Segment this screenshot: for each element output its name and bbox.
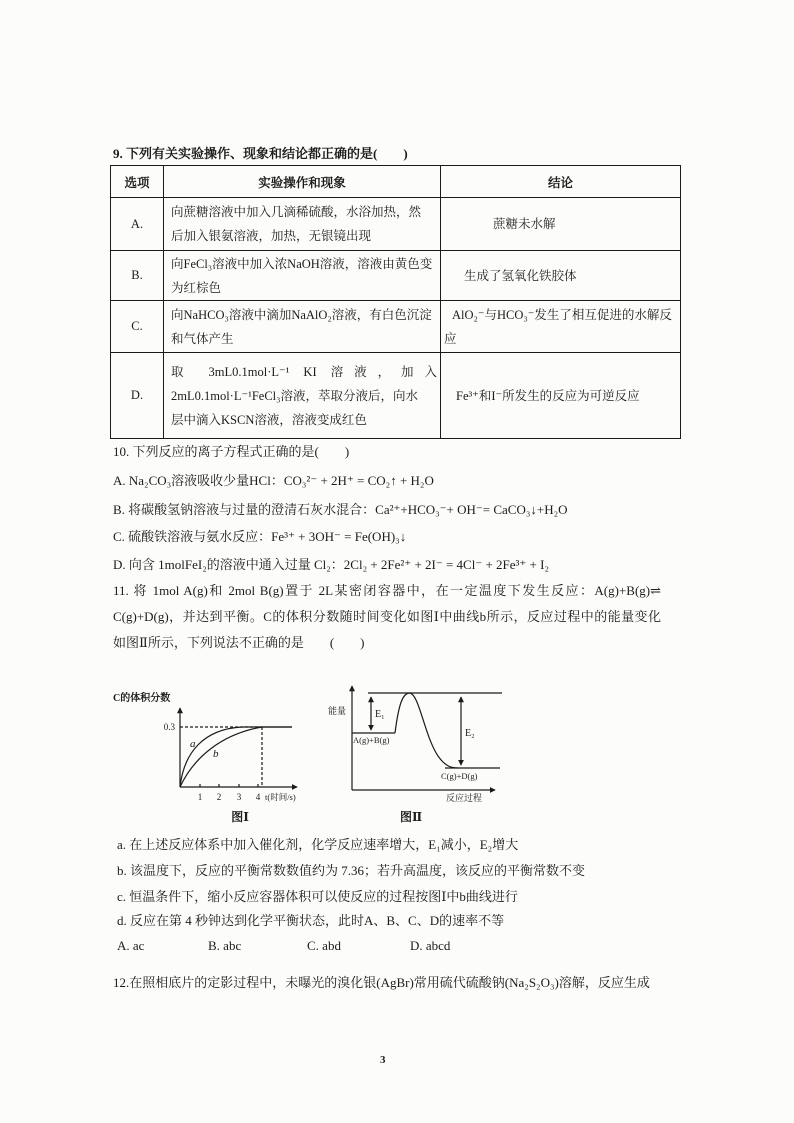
cell-line: 生成了氢氧化铁胶体 xyxy=(464,268,577,283)
cell-line: 向FeCl₃溶液中加入浓NaOH溶液，溶液由黄色变 xyxy=(171,256,433,271)
conclusion-cell xyxy=(441,301,681,353)
question-9-stem: 9. 下列有关实验操作、现象和结论都正确的是( ) xyxy=(113,146,408,161)
question-11-statement-c: c. 恒温条件下，缩小反应容器体积可以使反应的过程按图Ⅰ中b曲线进行 xyxy=(117,889,518,904)
cell-line: 后加入银氨溶液，加热，无银镜出现 xyxy=(171,229,372,243)
figure-2 xyxy=(328,686,502,824)
question-10-stem: 10. 下列反应的离子方程式正确的是( ) xyxy=(113,444,350,459)
operation-cell xyxy=(164,198,441,251)
option-cell: A. xyxy=(111,198,164,251)
page-number: 3 xyxy=(380,1054,386,1066)
question-11-statement-a: a. 在上述反应体系中加入催化剂，化学反应速率增大，E₁减小，E₂增大 xyxy=(117,837,519,852)
cell-line: 向蔗糖溶液中加入几滴稀硫酸，水浴加热，然 xyxy=(171,205,422,219)
question-12-stem: 12.在照相底片的定影过程中，未曝光的溴化银(AgBr)常用硫代硫酸钠(Na₂S₂O₃)溶解，反应生成 xyxy=(113,975,650,990)
table-header-row xyxy=(111,166,681,198)
question-11-statement-d: d. 反应在第 4 秒钟达到化学平衡状态，此时A、B、C、D的速率不等 xyxy=(117,913,505,928)
option-cell: D. xyxy=(111,353,164,439)
question-11-stem-line: 11. 将 1mol A(g)和 2mol B(g)置于 2L某密闭容器中，在一定温度下发生反应：A(g)+B(g)⇌ xyxy=(113,583,661,598)
question-10-option-b: B. 将碳酸氢钠溶液与过量的澄清石灰水混合：Ca²⁺+HCO₃⁻+ OH⁻= CaCO₃↓+H₂O xyxy=(113,502,568,517)
fig1-caption: 图Ⅰ xyxy=(231,810,249,824)
operation-cell xyxy=(164,251,441,301)
table-row-a xyxy=(111,198,681,251)
table-row-d xyxy=(111,353,681,439)
fig2-e1-label: E₁ xyxy=(375,709,385,720)
curve-a xyxy=(180,727,292,787)
fig1-x-tick-label: 4 xyxy=(255,792,261,802)
fig2-reactant-label: A(g)+B(g) xyxy=(353,735,390,745)
header-operation: 实验操作和现象 xyxy=(164,166,441,198)
cell-line: 为红棕色 xyxy=(171,280,222,295)
cell-line: 向NaHCO₃溶液中滴加NaAlO₂溶液，有白色沉淀 xyxy=(171,307,432,322)
question-11-choice-d: D. abcd xyxy=(410,938,451,953)
operation-cell xyxy=(164,301,441,353)
conclusion-cell xyxy=(441,353,681,439)
question-11-stem-line: 如图Ⅱ所示，下列说法不正确的是 ( ) xyxy=(113,635,365,650)
fig1-x-tick-label: 1 xyxy=(197,792,203,802)
cell-line: Fe³⁺和I⁻所发生的反应为可逆反应 xyxy=(456,388,640,403)
fig2-y-axis-label: 能量 xyxy=(328,706,347,716)
cell-line: 层中滴入KSCN溶液，溶液变成红色 xyxy=(171,412,367,427)
conclusion-cell xyxy=(441,251,681,301)
question-11-stem-line: C(g)+D(g)，并达到平衡。C的体积分数随时间变化如图Ⅰ中曲线b所示，反应过程中的能量变化 xyxy=(113,609,661,624)
cell-line: 应 xyxy=(444,331,457,346)
question-10-option-a: A. Na₂CO₃溶液吸收少量HCl：CO₃²⁻ + 2H⁺ = CO₂↑ + H₂O xyxy=(113,473,434,488)
question-11-figures xyxy=(100,675,510,830)
fig2-energy-curve xyxy=(395,693,458,768)
question-10-option-c: C. 硫酸铁溶液与氨水反应：Fe³⁺ + 3OH⁻ = Fe(OH)₃↓ xyxy=(113,529,407,544)
cell-line: 和气体产生 xyxy=(171,331,234,346)
operation-cell xyxy=(164,353,441,439)
fig1-y-tick-label: 0.3 xyxy=(163,722,175,732)
fig1-x-axis-label: t(时间/s) xyxy=(265,792,296,802)
experiment-table xyxy=(110,165,681,439)
conclusion-cell xyxy=(441,198,681,251)
figure-1 xyxy=(113,691,297,824)
fig2-caption: 图Ⅱ xyxy=(399,810,423,824)
curve-b-label: b xyxy=(213,748,219,760)
fig2-product-label: C(g)+D(g) xyxy=(441,771,478,781)
fig2-e2-label: E₂ xyxy=(465,728,475,739)
table-row-c xyxy=(111,301,681,353)
curve-a-label: a xyxy=(190,738,196,750)
cell-line: AlO₂⁻与HCO₃⁻发生了相互促进的水解反 xyxy=(452,307,672,322)
cell-line: 取 3mL0.1mol·L⁻¹ KI 溶液，加入 xyxy=(171,364,437,379)
header-conclusion: 结论 xyxy=(441,166,681,198)
fig1-y-axis-label: C的体积分数 xyxy=(113,693,171,704)
fig1-x-tick-label: 2 xyxy=(216,792,222,802)
question-11-choice-c: C. abd xyxy=(307,938,341,953)
question-11-choice-a: A. ac xyxy=(117,938,145,953)
fig1-x-tick-label: 3 xyxy=(236,792,242,802)
table-row-b xyxy=(111,251,681,301)
cell-line: 2mL0.1mol·L⁻¹FeCl₃溶液，萃取分液后，向水 xyxy=(171,388,418,403)
question-10-option-d: D. 向含 1molFeI₂的溶液中通入过量 Cl₂：2Cl₂ + 2Fe²⁺ + 2I⁻ = 4Cl⁻ + 2Fe³⁺ + I₂ xyxy=(113,557,549,572)
question-11-statement-b: b. 该温度下，反应的平衡常数数值约为 7.36；若升高温度，该反应的平衡常数不变 xyxy=(117,863,586,878)
option-cell: C. xyxy=(111,301,164,353)
cell-line: 蔗糖未水解 xyxy=(493,217,556,231)
question-11-choice-b: B. abc xyxy=(208,938,242,953)
option-cell: B. xyxy=(111,251,164,301)
curve-b xyxy=(180,727,292,787)
header-option: 选项 xyxy=(111,166,164,198)
fig2-x-axis-label: 反应过程 xyxy=(446,793,483,803)
